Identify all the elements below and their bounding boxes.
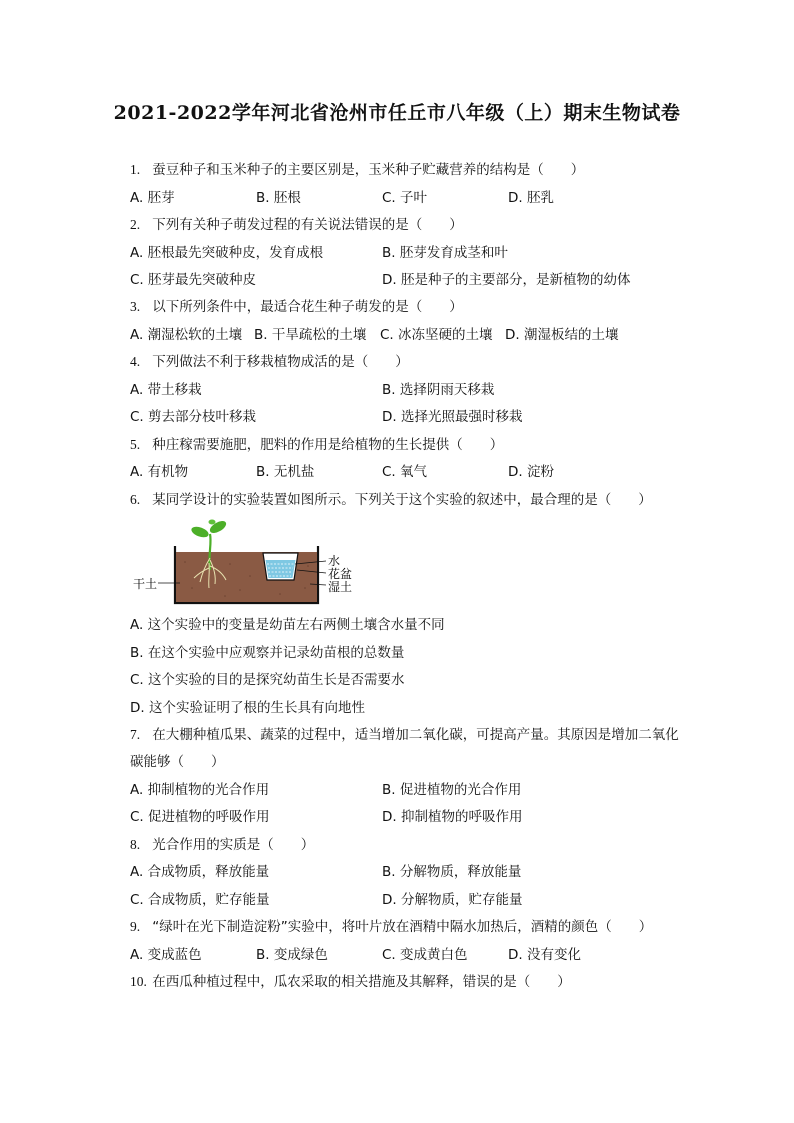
option: D. 潮湿板结的土壤 bbox=[505, 327, 619, 343]
option: D. 没有变化 bbox=[508, 947, 581, 963]
question-7: 7. 在大棚种植瓜果、蔬菜的过程中，适当增加二氧化碳，可提高产量。其原因是增加二氧化 bbox=[130, 727, 679, 743]
question-6: 6. 某同学设计的实验装置如图所示。下列关于这个实验的叙述中，最合理的是（ ） bbox=[130, 492, 652, 508]
option: B. 分解物质，释放能量 bbox=[382, 864, 522, 880]
label-wet-soil: 湿土 bbox=[328, 580, 353, 594]
option: A. 有机物 bbox=[130, 464, 189, 480]
option: A. 这个实验中的变量是幼苗左右两侧土壤含水量不同 bbox=[130, 617, 445, 633]
option: B. 胚根 bbox=[256, 190, 301, 206]
question-2: 2. 下列有关种子萌发过程的有关说法错误的是（ ） bbox=[130, 217, 463, 233]
question-8: 8. 光合作用的实质是（ ） bbox=[130, 837, 315, 853]
option: C. 胚芽最先突破种皮 bbox=[130, 272, 257, 288]
option: B. 干旱疏松的土壤 bbox=[254, 327, 367, 343]
label-water: 水 bbox=[328, 554, 341, 568]
question-7-continued: 碳能够（ ） bbox=[130, 754, 225, 770]
option: C. 促进植物的呼吸作用 bbox=[130, 809, 270, 825]
option: B. 促进植物的光合作用 bbox=[382, 782, 522, 798]
option: D. 胚乳 bbox=[508, 190, 554, 206]
label-dry-soil: 干土 bbox=[133, 577, 158, 591]
option: D. 选择光照最强时移栽 bbox=[382, 409, 523, 425]
option: D. 淀粉 bbox=[508, 464, 554, 480]
water bbox=[266, 560, 296, 578]
option: D. 分解物质，贮存能量 bbox=[382, 892, 523, 908]
question-1: 1. 蚕豆种子和玉米种子的主要区别是，玉米种子贮藏营养的结构是（ ） bbox=[130, 162, 585, 178]
question-5: 5. 种庄稼需要施肥，肥料的作用是给植物的生长提供（ ） bbox=[130, 437, 504, 453]
question-4: 4. 下列做法不利于移栽植物成活的是（ ） bbox=[130, 354, 409, 370]
option: C. 这个实验的目的是探究幼苗生长是否需要水 bbox=[130, 672, 405, 688]
option: C. 剪去部分枝叶移栽 bbox=[130, 409, 257, 425]
option: D. 这个实验证明了根的生长具有向地性 bbox=[130, 700, 365, 716]
option: A. 抑制植物的光合作用 bbox=[130, 782, 270, 798]
option: A. 胚根最先突破种皮，发育成根 bbox=[130, 245, 324, 261]
option: C. 氧气 bbox=[382, 464, 428, 480]
option: B. 无机盐 bbox=[256, 464, 315, 480]
question-9: 9. “绿叶在光下制造淀粉”实验中，将叶片放在酒精中隔水加热后，酒精的颜色（ ） bbox=[130, 919, 653, 935]
question-3: 3. 以下所列条件中，最适合花生种子萌发的是（ ） bbox=[130, 299, 463, 315]
option: A. 潮湿松软的土壤 bbox=[130, 327, 243, 343]
option: A. 胚芽 bbox=[130, 190, 175, 206]
option: D. 胚是种子的主要部分，是新植物的幼体 bbox=[382, 272, 631, 288]
option: B. 胚芽发育成茎和叶 bbox=[382, 245, 508, 261]
option: A. 合成物质，释放能量 bbox=[130, 864, 270, 880]
question-10: 10. 在西瓜种植过程中，瓜农采取的相关措施及其解释，错误的是（ ） bbox=[130, 974, 571, 990]
option: A. 带土移栽 bbox=[130, 382, 202, 398]
experiment-figure bbox=[130, 518, 360, 610]
option: C. 子叶 bbox=[382, 190, 428, 206]
option: C. 变成黄白色 bbox=[382, 947, 468, 963]
option: D. 抑制植物的呼吸作用 bbox=[382, 809, 523, 825]
option: C. 合成物质，贮存能量 bbox=[130, 892, 270, 908]
page-title: 2021-2022学年河北省沧州市任丘市八年级（上）期末生物试卷 bbox=[113, 102, 681, 124]
label-pot: 花盆 bbox=[328, 567, 353, 581]
option: A. 变成蓝色 bbox=[130, 947, 202, 963]
option: B. 变成绿色 bbox=[256, 947, 328, 963]
leaf-icon bbox=[190, 525, 210, 540]
option: C. 冰冻坚硬的土壤 bbox=[380, 327, 493, 343]
option: B. 在这个实验中应观察并记录幼苗根的总数量 bbox=[130, 645, 405, 661]
option: B. 选择阴雨天移栽 bbox=[382, 382, 495, 398]
leaf-bud-icon bbox=[209, 520, 216, 525]
